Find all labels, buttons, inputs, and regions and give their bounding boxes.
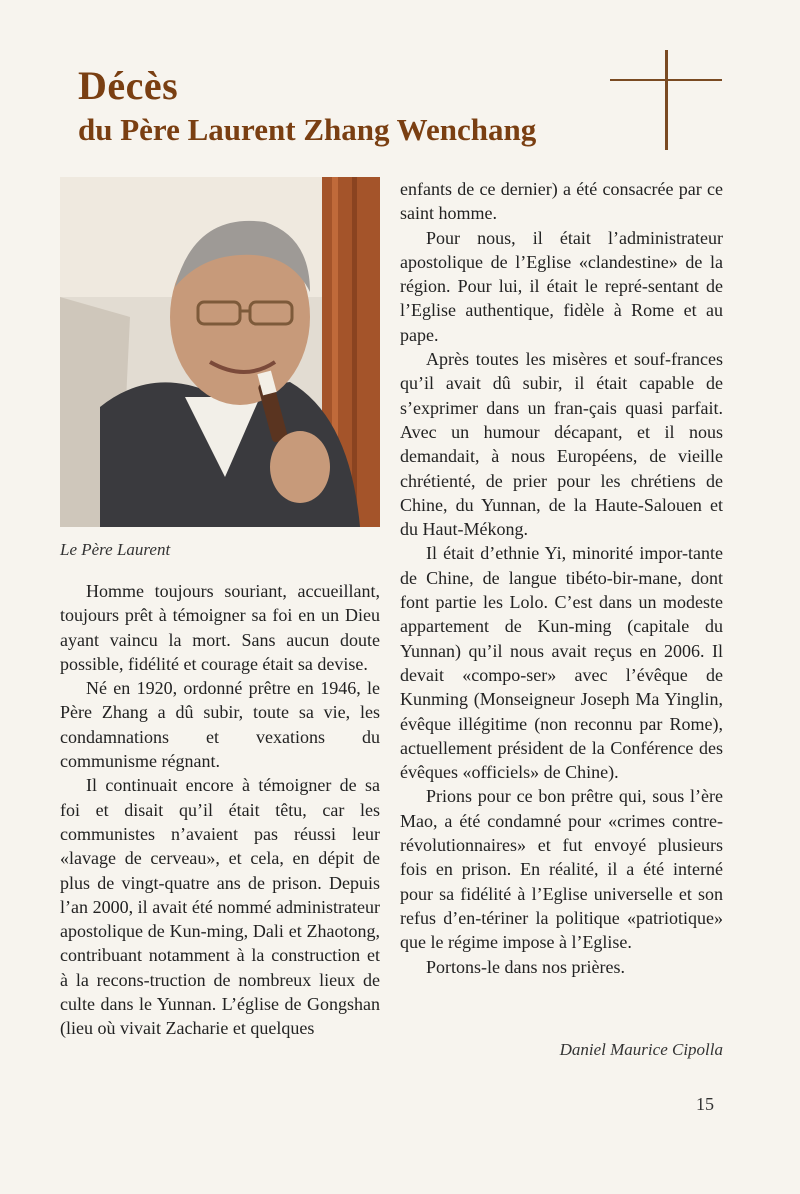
cross-icon xyxy=(610,50,726,152)
portrait-photo xyxy=(60,177,380,527)
article-subtitle: du Père Laurent Zhang Wenchang xyxy=(78,112,537,147)
paragraph: Il continuait encore à témoigner de sa foi et disait qu’il était têtu, car les communistes n’avaient pas réussi leur «lavage de cerveau», et cela, en dépit de plus de vingt-quatre ans de prison. Depuis l’an 2000, il avait été nommé administrateur apostolique de Kun-ming, Dali et Zhaotong, contribuant notamment à la construction et à la recons-truction de nombreux lieux de culte dans le Yunnan. L’église de Gongshan (lieu où vivait Zacharie et quelques xyxy=(60,775,380,1039)
paragraph: Après toutes les misères et souf-frances qu’il avait dû subir, il était capable de s’exprimer dans un fran-çais quasi parfait. Avec un humour décapant, et il nous demandait, à nous Européens, de vieille chrétienté, de prier pour les chrétiens de Chine, du Yunnan, de la Haute-Salouen et du Haut-Mékong. xyxy=(400,349,723,540)
paragraph: Pour nous, il était l’administrateur apostolique de l’Eglise «clandestine» de la région. Pour lui, il était le repré-sentant de l’Eglise authentique, fidèle à Rome et au pape. xyxy=(400,227,723,345)
right-column xyxy=(400,177,723,979)
paragraph: enfants de ce dernier) a été consacrée par ce saint homme. xyxy=(400,179,723,224)
page-number: 15 xyxy=(696,1094,714,1114)
paragraph: Prions pour ce bon prêtre qui, sous l’ère Mao, a été condamné pour «crimes contre-révolutionnaires» et fut envoyé plusieurs fois en prison. En réalité, il a été interné pour sa fidélité à l’Eglise universelle et son refus d’en-tériner la politique «patriotique» que le régime impose à l’Eglise. xyxy=(400,786,723,953)
photo-caption: Le Père Laurent xyxy=(60,540,171,559)
left-column xyxy=(60,579,380,1041)
paragraph: Né en 1920, ordonné prêtre en 1946, le Père Zhang a dû subir, toute sa vie, les condamnations et vexations du communisme régnant. xyxy=(60,678,380,772)
paragraph: Portons-le dans nos prières. xyxy=(426,956,625,977)
author-signature: Daniel Maurice Cipolla xyxy=(559,1040,723,1059)
article-title: Décès xyxy=(78,63,179,108)
paragraph: Homme toujours souriant, accueillant, toujours prêt à témoigner sa foi en un Dieu ayant vaincu la mort. Sans aucun doute possible, fidélité et courage était sa devise. xyxy=(60,581,380,674)
paragraph: Il était d’ethnie Yi, minorité impor-tante de Chine, de langue tibéto-bir-mane, dont font partie les Lolo. C’est dans un modeste appartement de Kun-ming (capitale du Yunnan) qu’il nous avait reçus en 2006. Il devait «compo-ser» avec l’évêque de Kunming (Monseigneur Joseph Ma Yinglin, évêque illégitime (non reconnu par Rome), actuellement président de la Conférence des évêques «officiels» de Chine). xyxy=(400,543,723,783)
